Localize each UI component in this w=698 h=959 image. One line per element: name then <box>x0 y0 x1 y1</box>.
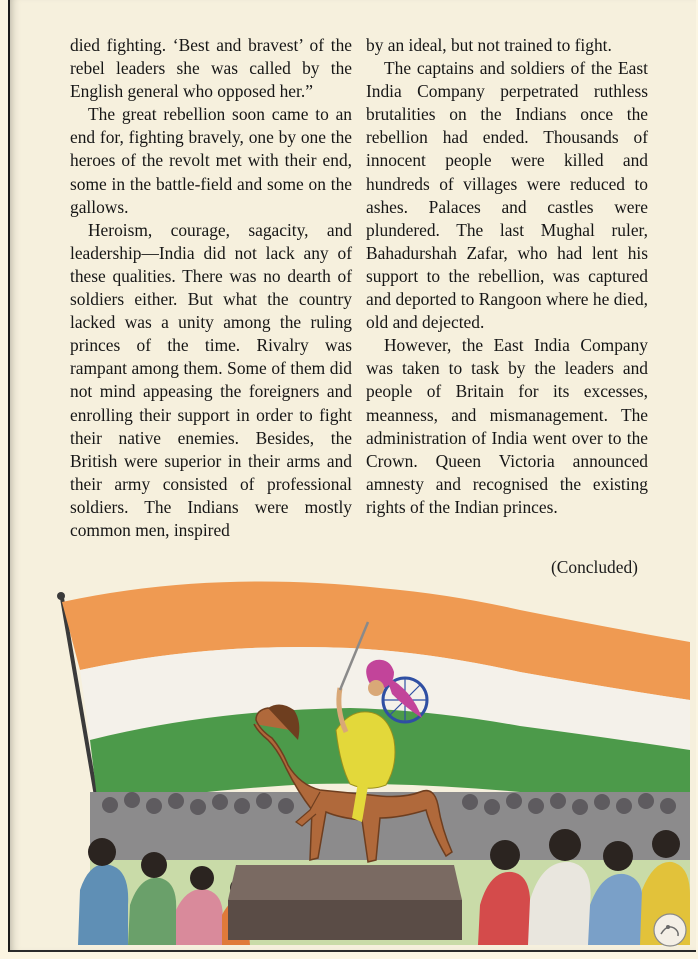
paragraph: However, the East India Company was taken to task by the leaders and people of Britain for its excesses, meanness, and mismanagement. The administration of India went over to the Crown. Queen Victoria announced amnesty and recognised the existing rights of the Indian princes. <box>366 335 648 517</box>
paragraph: died fighting. ‘Best and bravest’ of the rebel leaders she was called by the English general who opposed her.” <box>70 35 352 102</box>
pedestal <box>228 865 462 940</box>
text-column-left <box>70 34 352 542</box>
concluded-label: (Concluded) <box>551 557 638 577</box>
text-column-right <box>366 34 648 519</box>
paragraph: by an ideal, but not trained to fight. <box>366 35 612 55</box>
publisher-logo-icon <box>652 912 688 948</box>
statue-flag-illustration <box>50 560 690 945</box>
paragraph: Heroism, courage, sagacity, and leadership—India did not lack any of these qualities. There was no dearth of soldiers either. But what the country lacked was a unity among the ruling princes of the time. Rivalry was rampant among them. Some of them did not mind appeasing the foreigners and enrolling their support in order to fight their native enemies. Besides, the British were superior in their arms and their army consisted of professional soldiers. The Indians were mostly common men, inspired <box>70 219 352 540</box>
paragraph: The captains and soldiers of the East India Company perpetrated ruthless brutalities on the Indians once the rebellion had ended. Thousands of innocent people were killed and hundreds of villages were reduced to ashes. Palaces and castles were plundered. The last Mughal ruler, Bahadurshah Zafar, who had lent his support to the rebellion, was captured and deported to Rangoon where he died, old and dejected. <box>366 58 648 333</box>
paragraph: The great rebellion soon came to an end for, fighting bravely, one by one the heroes of the revolt met with their end, some in the battle-field and some on the gallows. <box>70 104 352 217</box>
